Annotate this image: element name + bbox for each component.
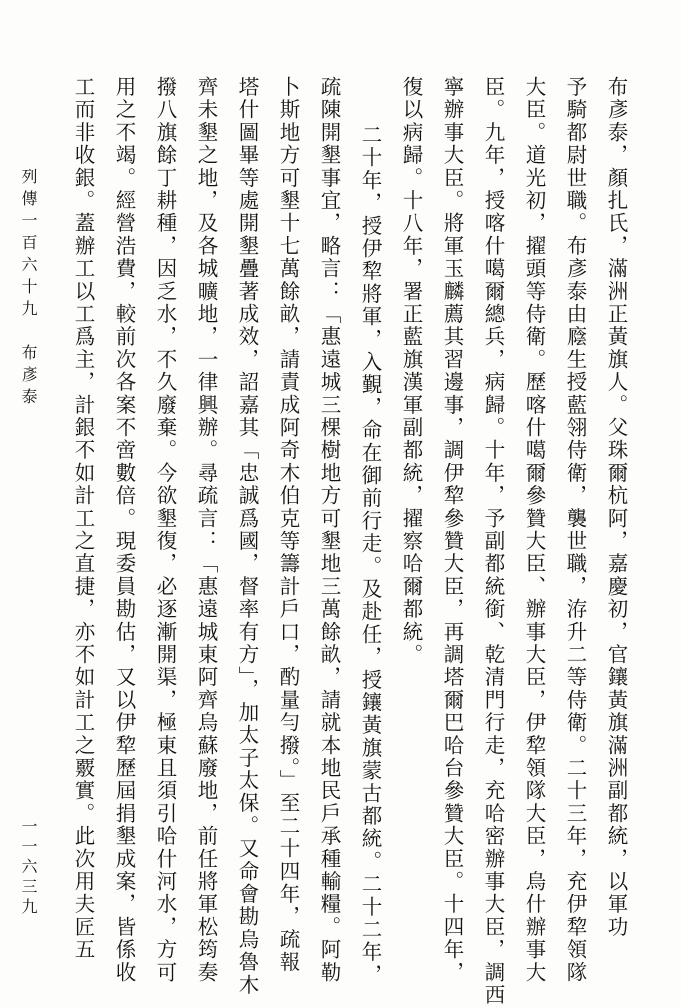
text-column-8: 疏陳開墾事宜，略言：「惠遠城三棵樹地方可墾地三萬餘畝，請就本地民戶承種輸糧。阿勒	[317, 76, 341, 984]
text-column-13: 用之不竭。經營浩費，較前次各案不啻數倍。現委員勘估，又以伊犂歷屆捐墾成案，皆係收	[112, 76, 136, 984]
text-column-12: 撥八旗餘丁耕種，因乏水，不久廢棄。今欲墾復，必逐漸開渠，極東且須引哈什河水，方可	[153, 76, 177, 984]
text-column-9: 卜斯地方可墾十七萬餘畝，請責成阿奇木伯克等籌計戶口，酌量勻撥。」至二十四年，疏報	[276, 76, 300, 974]
text-column-3: 大臣。道光初，擢頭等侍衛。歷喀什噶爾參贊大臣、辦事大臣，伊犂領隊大臣，烏什辦事大	[522, 76, 546, 984]
running-header: 列傳一百六十九 布彥泰	[19, 168, 38, 410]
page-number: 一一六三九	[19, 818, 38, 918]
text-column-5: 寧辦事大臣。將軍玉麟薦其習邊事，調伊犂參贊大臣，再調塔爾巴哈台參贊大臣。十四年，	[440, 76, 464, 984]
text-column-1: 布彥泰，顏扎氏，滿洲正黃旗人。父珠爾杭阿，嘉慶初，官鑲黃旗滿洲副都統，以軍功	[604, 76, 628, 939]
text-column-2: 予騎都尉世職。布彥泰由廕生授藍翎侍衛，襲世職，洊升二等侍衛。二十三年，充伊犂領隊	[563, 76, 587, 984]
text-column-10: 塔什圖畢等處開墾疊著成效，詔嘉其「忠誠爲國，督率有方」，加太子太保。又命會勘烏魯木	[235, 76, 259, 997]
text-column-7: 二十年，授伊犂將軍，入覲，命在御前行走。及赴任，授鑲黃旗蒙古都統。二十二年，	[358, 124, 382, 987]
text-column-14: 工而非收銀。蓋辦工以工爲主，計銀不如計工之直捷，亦不如計工之覈實。此次用夫匠五	[71, 76, 95, 962]
text-column-4: 臣。九年，授喀什噶爾總兵，病歸。十年，予副都統銜、乾清門行走，充哈密辦事大臣，調西	[481, 76, 505, 1007]
text-column-6: 復以病歸。十八年，署正藍旗漢軍副都統，擢察哈爾都統。	[399, 76, 423, 667]
text-column-11: 齊未墾之地，及各城曠地，一律興辦。尋疏言：「惠遠城東阿齊烏蘇廢地，前任將軍松筠奏	[194, 76, 218, 984]
